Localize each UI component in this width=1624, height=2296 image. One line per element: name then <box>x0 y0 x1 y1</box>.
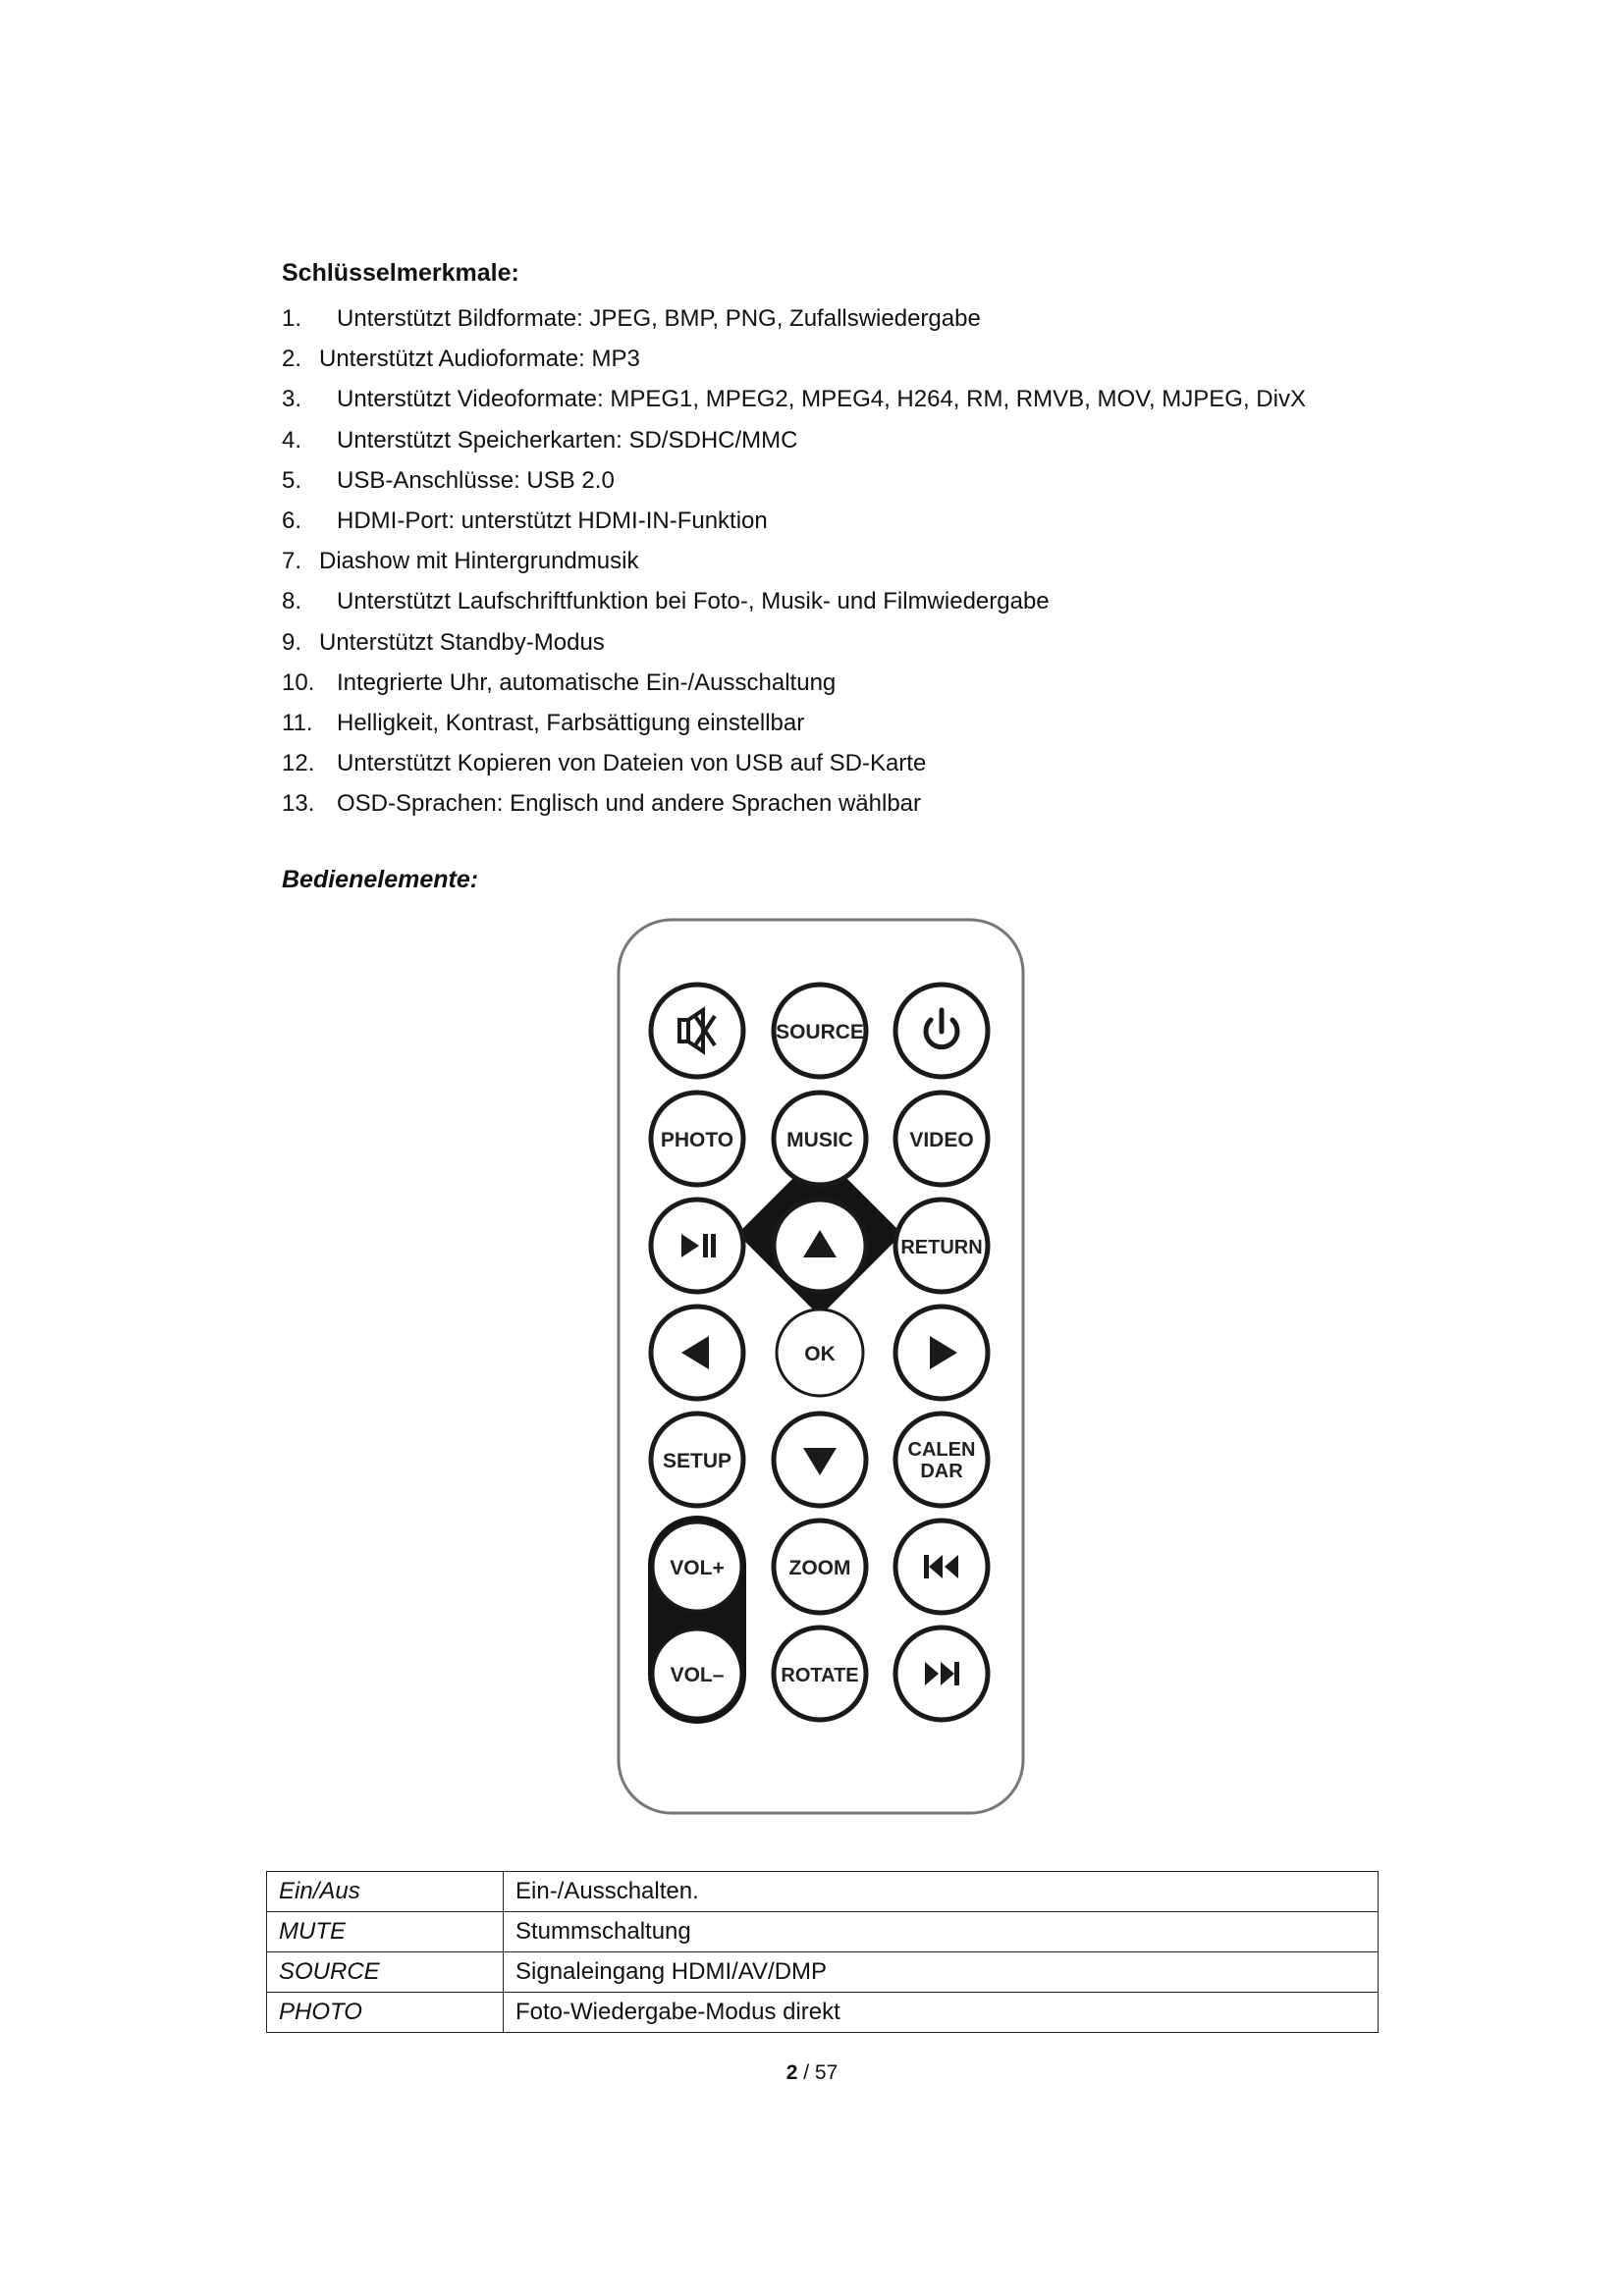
feature-text: Integrierte Uhr, automatische Ein-/Ausschaltung <box>337 668 837 696</box>
calendar-button-label-line2: DAR <box>920 1461 963 1482</box>
feature-number: 7. <box>282 548 302 575</box>
right-button[interactable] <box>895 1307 988 1399</box>
control-description: Foto-Wiedergabe-Modus direkt <box>504 1993 1379 2033</box>
rotate-button-label: ROTATE <box>781 1665 859 1686</box>
control-description: Ein-/Ausschalten. <box>504 1872 1379 1912</box>
feature-text: OSD-Sprachen: Englisch und andere Sprachen wählbar <box>337 790 922 818</box>
return-button-label: RETURN <box>900 1237 983 1258</box>
photo-button-label: PHOTO <box>660 1129 734 1151</box>
ok-button[interactable] <box>777 1309 863 1396</box>
feature-text: Unterstützt Kopieren von Dateien von USB auf SD-Karte <box>337 750 927 777</box>
volume-up-button-label: VOL+ <box>670 1557 725 1579</box>
zoom-button-label: ZOOM <box>788 1557 851 1579</box>
feature-item <box>282 541 1460 581</box>
feature-item <box>282 420 1460 460</box>
volume-up-button[interactable] <box>653 1522 741 1611</box>
feature-item <box>282 783 1460 824</box>
feature-number: 5. <box>282 466 302 494</box>
feature-text: Diashow mit Hintergrundmusik <box>319 548 639 575</box>
down-button[interactable] <box>774 1414 866 1506</box>
rotate-button[interactable] <box>774 1628 866 1720</box>
source-button-label: SOURCE <box>776 1021 864 1043</box>
power-button[interactable] <box>895 985 988 1077</box>
feature-item <box>282 501 1460 541</box>
source-button[interactable] <box>774 985 866 1077</box>
table-row <box>267 1872 1379 1912</box>
video-button[interactable] <box>895 1093 988 1185</box>
control-key: MUTE <box>267 1912 504 1952</box>
play-pause-button[interactable] <box>651 1200 743 1292</box>
section-heading-key-features: Schlüsselmerkmale: <box>282 259 519 287</box>
page-total: 57 <box>814 2061 839 2084</box>
feature-text: Helligkeit, Kontrast, Farbsättigung einstellbar <box>337 709 805 736</box>
page-number <box>0 2061 1624 2085</box>
feature-text: Unterstützt Audioformate: MP3 <box>319 346 640 373</box>
page-separator: / <box>803 2061 810 2084</box>
feature-item <box>282 743 1460 783</box>
setup-button-label: SETUP <box>662 1450 732 1472</box>
control-description: Stummschaltung <box>504 1912 1379 1952</box>
feature-text: Unterstützt Speicherkarten: SD/SDHC/MMC <box>337 426 798 454</box>
feature-number: 2. <box>282 346 302 373</box>
table-row <box>267 1993 1379 2033</box>
feature-number: 6. <box>282 507 302 534</box>
feature-item <box>282 663 1460 703</box>
page-current: 2 <box>785 2061 798 2084</box>
feature-number: 9. <box>282 628 302 656</box>
feature-number: 12. <box>282 750 315 777</box>
control-key: PHOTO <box>267 1993 504 2033</box>
feature-number: 1. <box>282 305 302 332</box>
feature-item <box>282 298 1460 339</box>
next-button[interactable] <box>895 1628 988 1720</box>
control-description: Signaleingang HDMI/AV/DMP <box>504 1952 1379 1993</box>
table-row <box>267 1952 1379 1993</box>
music-button[interactable] <box>774 1093 866 1185</box>
feature-item <box>282 379 1460 419</box>
feature-item <box>282 622 1460 663</box>
feature-list <box>282 298 1460 824</box>
music-button-label: MUSIC <box>786 1129 853 1151</box>
video-button-label: VIDEO <box>909 1129 974 1151</box>
feature-item <box>282 460 1460 501</box>
table-row <box>267 1912 1379 1952</box>
feature-item <box>282 581 1460 621</box>
feature-number: 11. <box>282 709 313 736</box>
control-key: Ein/Aus <box>267 1872 504 1912</box>
calendar-button-label-line1: CALEN <box>907 1439 976 1461</box>
feature-number: 13. <box>282 790 315 818</box>
left-button[interactable] <box>651 1307 743 1399</box>
previous-button[interactable] <box>895 1521 988 1613</box>
feature-item <box>282 339 1460 379</box>
feature-text: Unterstützt Standby-Modus <box>319 628 605 656</box>
calendar-button[interactable] <box>895 1414 988 1506</box>
feature-text: Unterstützt Laufschriftfunktion bei Foto-, Musik- und Filmwiedergabe <box>337 588 1050 615</box>
return-button[interactable] <box>895 1200 988 1292</box>
feature-text: Unterstützt Videoformate: MPEG1, MPEG2, MPEG4, H264, RM, RMVB, MOV, MJPEG, DivX <box>337 386 1306 413</box>
feature-number: 4. <box>282 426 302 454</box>
remote-control-illustration <box>617 918 1029 1821</box>
feature-text: Unterstützt Bildformate: JPEG, BMP, PNG, Zufallswiedergabe <box>337 305 981 332</box>
section-heading-controls: Bedienelemente: <box>282 866 479 893</box>
feature-number: 10. <box>282 668 315 696</box>
feature-item <box>282 703 1460 743</box>
feature-text: HDMI-Port: unterstützt HDMI-IN-Funktion <box>337 507 768 534</box>
ok-button-label: OK <box>804 1343 836 1365</box>
control-key: SOURCE <box>267 1952 504 1993</box>
photo-button[interactable] <box>651 1093 743 1185</box>
feature-text: USB-Anschlüsse: USB 2.0 <box>337 466 615 494</box>
up-button[interactable] <box>774 1200 866 1292</box>
setup-button[interactable] <box>651 1414 743 1506</box>
volume-down-button[interactable] <box>653 1629 741 1718</box>
controls-table <box>266 1871 1379 2033</box>
feature-number: 8. <box>282 588 302 615</box>
zoom-button[interactable] <box>774 1521 866 1613</box>
mute-button[interactable] <box>651 985 743 1077</box>
feature-number: 3. <box>282 386 302 413</box>
volume-down-button-label: VOL– <box>670 1664 725 1686</box>
